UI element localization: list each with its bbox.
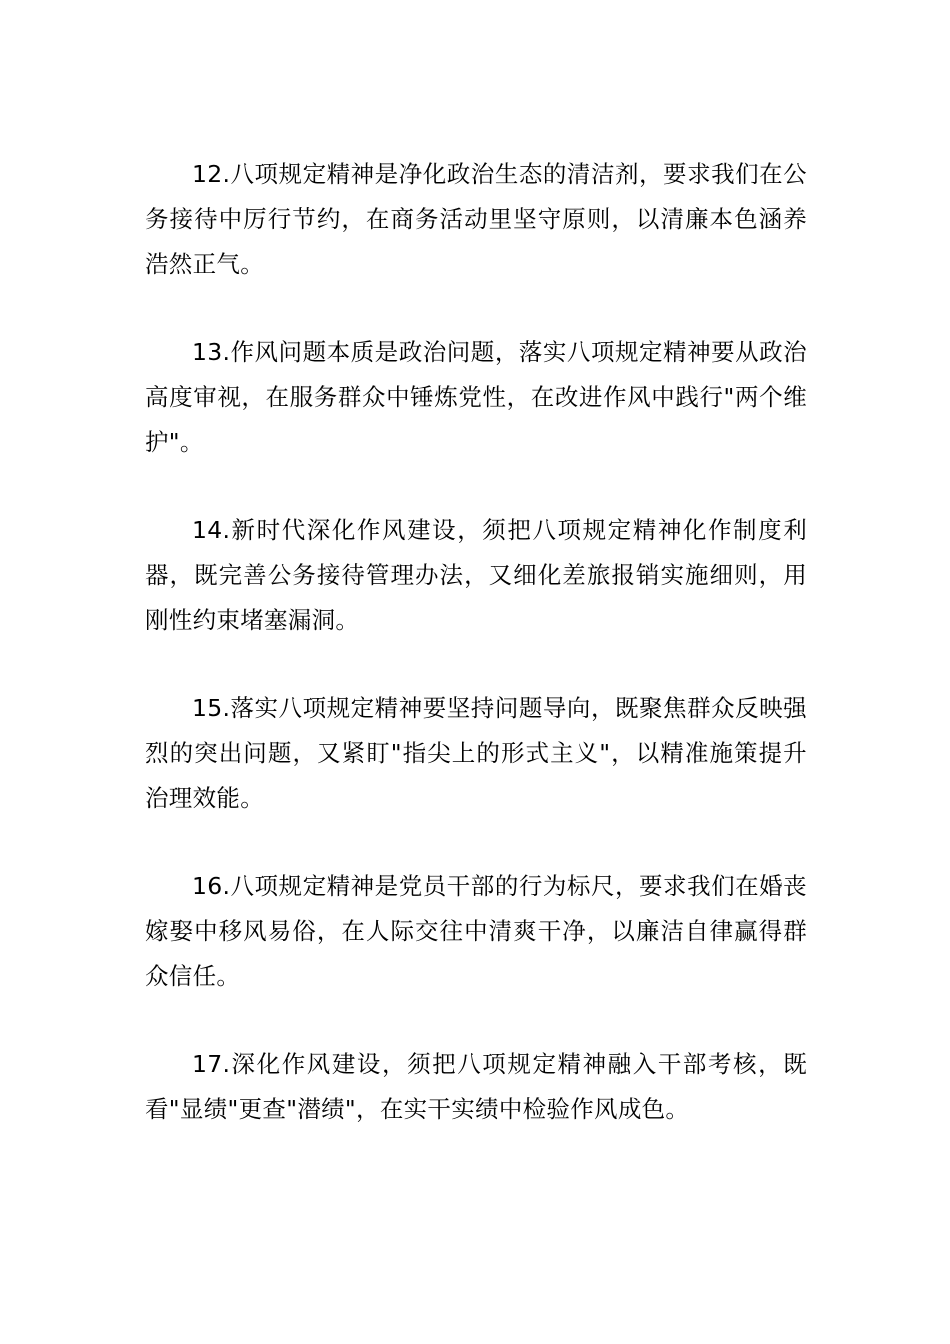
paragraph-13: 13.作风问题本质是政治问题，落实八项规定精神要从政治高度审视，在服务群众中锤炼党性，在改进作风中践行"两个维护"。 xyxy=(145,338,807,456)
paragraph-16: 16.八项规定精神是党员干部的行为标尺，要求我们在婚丧嫁娶中移风易俗，在人际交往中清爽干净，以廉洁自律赢得群众信任。 xyxy=(145,872,807,990)
paragraph-12: 12.八项规定精神是净化政治生态的清洁剂，要求我们在公务接待中厉行节约，在商务活动里坚守原则，以清廉本色涵养浩然正气。 xyxy=(145,160,807,278)
paragraph-17: 17.深化作风建设，须把八项规定精神融入干部考核，既看"显绩"更查"潜绩"，在实干实绩中检验作风成色。 xyxy=(145,1050,807,1123)
paragraph-14: 14.新时代深化作风建设，须把八项规定精神化作制度利器，既完善公务接待管理办法，又细化差旅报销实施细则，用刚性约束堵塞漏洞。 xyxy=(145,516,807,634)
paragraph-15: 15.落实八项规定精神要坚持问题导向，既聚焦群众反映强烈的突出问题，又紧盯"指尖上的形式主义"，以精准施策提升治理效能。 xyxy=(145,694,807,812)
document-body xyxy=(145,152,807,1175)
